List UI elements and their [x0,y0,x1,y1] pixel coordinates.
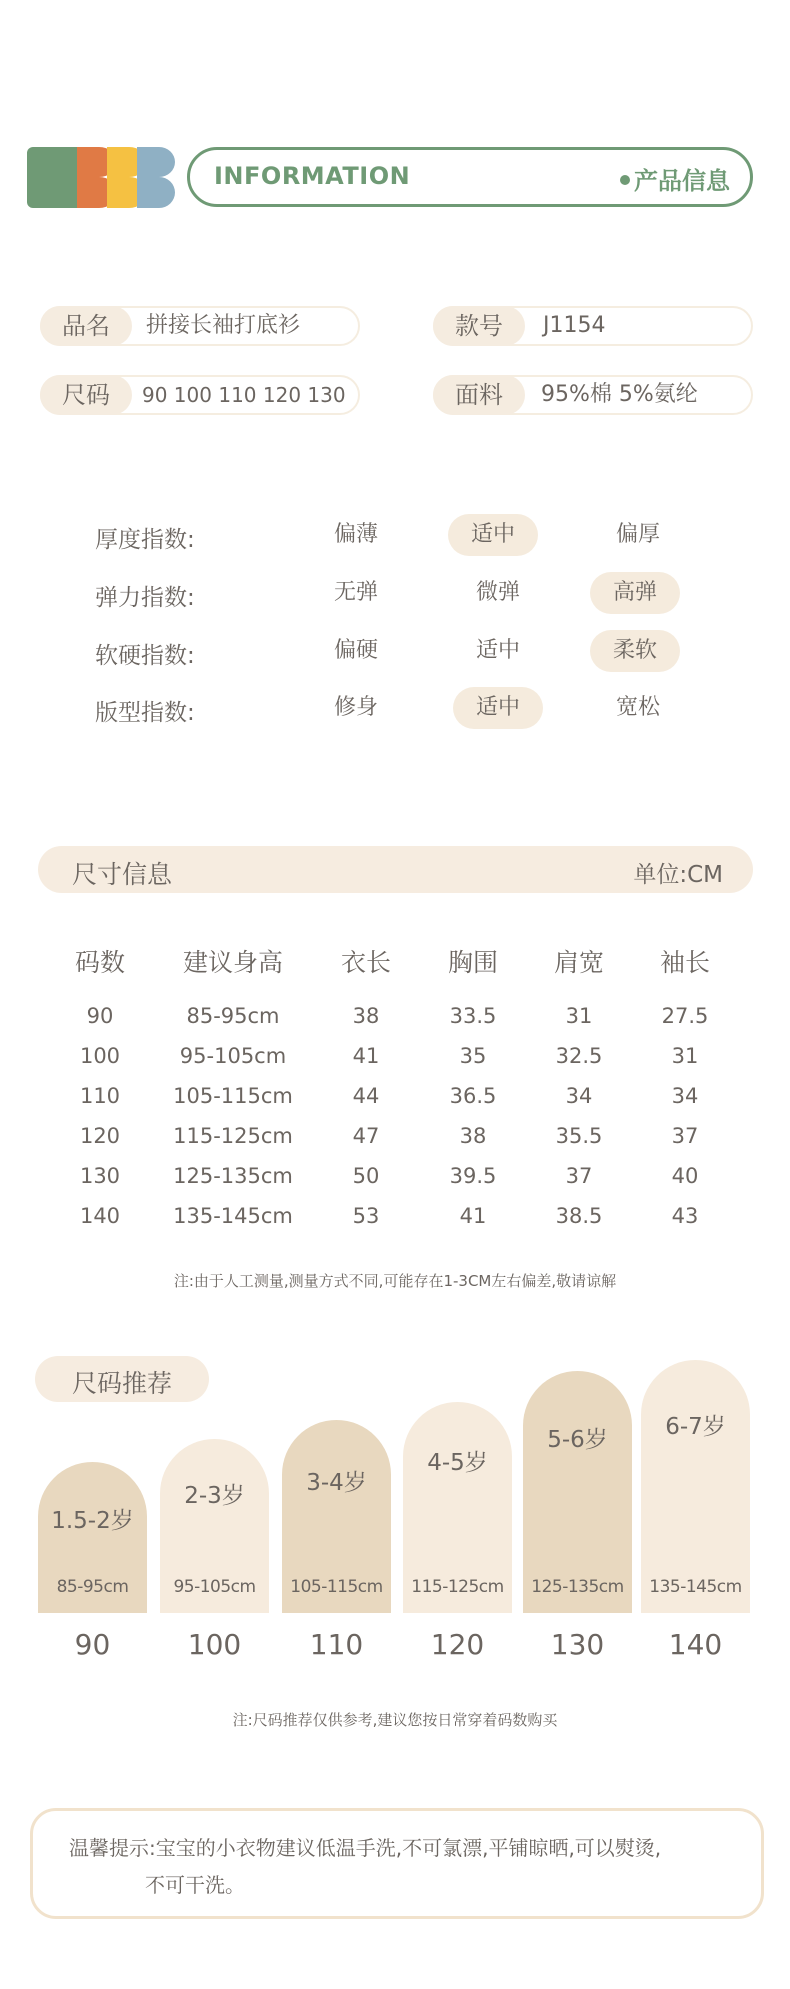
table-cell: 39.5 [449,1164,497,1188]
size-card-size: 140 [668,1628,723,1661]
table-cell: 135-145cm [173,1204,293,1228]
table-header: 胸围 [447,948,498,977]
table-cell: 33.5 [449,1004,497,1028]
table-cell: 120 [79,1124,121,1148]
size-card [523,1371,632,1613]
size-card [641,1360,750,1613]
table-cell: 40 [671,1164,699,1188]
product-size-field [40,375,360,415]
size-card-size: 130 [550,1628,605,1661]
table-cell: 31 [671,1044,699,1068]
table-header: 肩宽 [553,948,604,977]
size-note: 注:由于人工测量,测量方式不同,可能存在1-3CM左右偏差,敬请谅解 [173,1272,617,1290]
size-recommend-title [35,1356,209,1402]
size-card [282,1420,391,1613]
size-card-age: 2-3岁 [184,1483,245,1509]
size-card-height: 105-115cm [290,1577,383,1597]
table-cell: 38 [352,1004,380,1028]
index-label-thickness: 厚度指数: [95,527,195,553]
table-cell: 35 [459,1044,487,1068]
size-recommend-title-text: 尺码推荐 [71,1369,172,1398]
recommend-note: 注:尺码推荐仅供参考,建议您按日常穿着码数购买 [232,1711,558,1729]
size-card-size: 90 [74,1628,111,1661]
table-cell: 140 [79,1204,121,1228]
index-option: 偏薄 [333,522,378,547]
size-card-height: 95-105cm [173,1577,256,1597]
table-cell: 38.5 [555,1204,603,1228]
index-option: 修身 [333,695,378,720]
table-cell: 44 [352,1084,380,1108]
size-card [403,1402,512,1613]
product-name-field [40,306,360,346]
size-card-age: 1.5-2岁 [51,1508,134,1534]
dot-icon [620,175,630,185]
size-card-age: 5-6岁 [547,1427,608,1453]
table-cell: 41 [352,1044,380,1068]
index-option-selected: 高弹 [590,572,680,614]
table-cell: 41 [459,1204,487,1228]
table-cell: 43 [671,1204,699,1228]
size-card-size: 100 [187,1628,242,1661]
table-cell: 110 [79,1084,121,1108]
size-info-title: 尺寸信息 [72,860,173,889]
table-cell: 50 [352,1164,380,1188]
index-option: 微弹 [475,580,520,605]
table-cell: 34 [565,1084,593,1108]
product-name-value: 拼接长袖打底衫 [146,313,301,338]
product-fabric-value: 95%棉 5%氨纶 [541,382,698,407]
table-header: 码数 [74,948,125,977]
table-header: 袖长 [659,948,710,977]
table-cell: 100 [79,1044,121,1068]
table-cell: 130 [79,1164,121,1188]
care-tip-box [30,1808,764,1919]
product-size-label: 尺码 [40,375,132,415]
table-cell: 125-135cm [173,1164,293,1188]
table-header: 建议身高 [182,948,283,977]
table-cell: 105-115cm [173,1084,293,1108]
table-cell: 36.5 [449,1084,497,1108]
size-card-height: 125-135cm [531,1577,624,1597]
index-option: 宽松 [615,695,660,720]
size-card-size: 110 [309,1628,364,1661]
table-cell: 38 [459,1124,487,1148]
table-header: 衣长 [340,948,391,977]
product-code-label: 款号 [433,306,525,346]
care-tip-line2: 不可干洗。 [145,1873,245,1897]
table-cell: 85-95cm [186,1004,280,1028]
size-card-age: 3-4岁 [306,1470,367,1496]
care-tip-line1: 温馨提示:宝宝的小衣物建议低温手洗,不可氯漂,平铺晾晒,可以熨烫, [69,1836,662,1860]
table-cell: 34 [671,1084,699,1108]
size-info-unit: 单位:CM [633,862,723,888]
size-card [160,1439,269,1613]
product-size-value: 90 100 110 120 130 [142,383,346,407]
product-fabric-label: 面料 [433,375,525,415]
table-cell: 47 [352,1124,380,1148]
table-cell: 27.5 [661,1004,709,1028]
table-cell: 53 [352,1204,380,1228]
header-title-en: INFORMATION [214,162,411,190]
size-card-size: 120 [430,1628,485,1661]
product-code-value: J1154 [543,313,606,338]
table-cell: 90 [86,1004,114,1028]
brand-logo [27,147,175,208]
product-code-field [433,306,753,346]
index-label-elasticity: 弹力指数: [95,585,195,611]
size-info-bar [38,846,753,893]
product-name-label: 品名 [40,306,132,346]
header-title-cn-text: 产品信息 [634,167,730,195]
table-cell: 95-105cm [179,1044,287,1068]
index-option-selected: 适中 [453,687,543,729]
size-card-age: 4-5岁 [427,1450,488,1476]
table-cell: 31 [565,1004,593,1028]
index-option-selected: 柔软 [590,630,680,672]
size-card-age: 6-7岁 [665,1414,726,1440]
size-card-height: 85-95cm [56,1577,129,1597]
size-card-height: 135-145cm [649,1577,742,1597]
table-cell: 37 [671,1124,699,1148]
table-cell: 32.5 [555,1044,603,1068]
index-label-softness: 软硬指数: [95,643,195,669]
index-label-fit: 版型指数: [95,700,195,726]
size-card-height: 115-125cm [411,1577,504,1597]
size-card [38,1462,147,1613]
index-option-selected: 适中 [448,514,538,556]
index-option: 无弹 [333,580,378,605]
table-cell: 35.5 [555,1124,603,1148]
table-cell: 115-125cm [173,1124,293,1148]
index-option: 偏硬 [333,638,378,663]
information-header [187,147,753,207]
header-title-cn [620,161,730,196]
product-fabric-field [433,375,753,415]
index-option: 适中 [475,638,520,663]
index-option: 偏厚 [615,522,660,547]
table-cell: 37 [565,1164,593,1188]
